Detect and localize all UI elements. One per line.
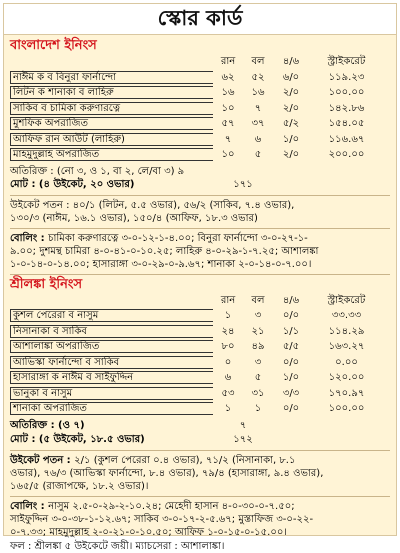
- bowling-label: বোলিং :: [10, 500, 49, 512]
- table-row: [10, 116, 390, 132]
- batsman-name: কুশল পেরেরা ব নাসুম: [10, 309, 213, 322]
- fall-of-wickets-bangladesh: [10, 199, 390, 225]
- strike-rate: ২০০.০০: [328, 149, 365, 160]
- runs: ১০: [221, 149, 235, 160]
- balls: ১: [254, 403, 262, 414]
- bowling-label: বোলিং :: [10, 232, 49, 244]
- divider: [10, 450, 390, 451]
- balls: ২১: [251, 325, 265, 337]
- balls: ৩১: [251, 387, 265, 399]
- divider: [10, 496, 390, 497]
- divider: [10, 274, 390, 275]
- strike-rate: ১৪২.৮৬: [328, 102, 365, 114]
- batsman-name: আভিস্কা ফার্নান্দো ব সাকিব: [10, 356, 213, 369]
- table-row: [10, 386, 390, 402]
- match-result: ফল : শ্রীলঙ্কা ৫ উইকেটে জয়ী। ম্যাচসেরা : আশালাঙ্কা।: [10, 540, 225, 552]
- table-row: [10, 401, 390, 417]
- innings-heading-bangladesh: বাংলাদেশ ইনিংস: [10, 38, 97, 53]
- fours-sixes: ১/১: [282, 325, 300, 337]
- bowling-line: সাইফুদ্দিন ৩-০-৩৮-১-১২.৬৭; সাকিব ৩-০-১৭-২-৫.৬৭; মুস্তাফিজ ৩-০-২২-: [10, 513, 314, 525]
- balls: ৫: [254, 149, 262, 160]
- balls: ৩৭: [251, 118, 265, 129]
- table-row: [10, 70, 390, 86]
- fours-sixes: ০/০: [282, 310, 300, 321]
- total-value: ১৭১: [233, 178, 253, 190]
- bowling-line: ৯.০০; দুশমন্থ চামিরা ৪-০-৪১-০-১০.২৫; লাহিরু ৪-০-২৯-১-৭.২৫; আশালঙ্কা: [10, 245, 319, 257]
- total-label: মোট : (৪ উইকেট, ২০ ওভার): [10, 178, 135, 190]
- extras-bangladesh: অতিরিক্ত : (নো ৩, ও ১, বা ২, লে/বা ৩) ৯: [10, 165, 185, 177]
- extras-srilanka: [10, 419, 390, 433]
- header-balls: বল: [251, 294, 265, 306]
- fours-sixes: ২/০: [282, 149, 300, 160]
- table-row: [10, 147, 390, 163]
- runs: ০: [224, 356, 232, 368]
- fours-sixes: ৫/৫: [282, 341, 300, 352]
- divider: [10, 228, 390, 229]
- balls: ৪৯: [251, 341, 265, 352]
- batsman-name: হাসারাঙ্গা ক নাঈম ব সাইফুদ্দিন: [10, 371, 213, 384]
- balls: ৭: [254, 102, 262, 114]
- batsman-name: লিটন ক শানাকা ব লাহিরু: [10, 86, 213, 99]
- title-bar: [4, 4, 396, 35]
- table-header: [10, 54, 390, 70]
- page-title: স্কোর কার্ড: [157, 5, 243, 30]
- strike-rate: ১১৯.২৩: [328, 71, 365, 83]
- batsman-name: আশালাঙ্কা অপরাজিত: [10, 340, 213, 353]
- header-runs: রান: [220, 56, 236, 67]
- header-runs: রান: [220, 294, 236, 306]
- bowling-line: নাসুম ২.৫-০-২৯-২-১০.২৪; মেহেদী হাসান ৪-০-৩০-০-৭.৫০;: [48, 500, 295, 512]
- runs: ৭: [224, 133, 232, 145]
- score-card: [3, 3, 397, 552]
- bowling-line: ১-০-১৪-০-১৪.০০; হাসারাঙ্গা ৩-০-২৯-০-৯.৬৭; শানাকা ২-০-১৪-০-৭.০০।: [10, 258, 312, 270]
- batsman-name: ভানুকা ব নাসুম: [10, 387, 213, 400]
- header-strike-rate: স্ট্রাইকরেট: [327, 56, 366, 67]
- balls: ৩: [254, 310, 262, 321]
- batsman-name: নিসানাকা ব সাকিব: [10, 325, 213, 338]
- batting-table-srilanka: [10, 293, 390, 417]
- fow-line: ২/১ (কুশল পেরেরা ০.৪ ওভার), ৭১/২ (নিসানাকা, ৮.১: [74, 454, 296, 466]
- balls: ৩: [254, 356, 262, 368]
- runs: ১: [224, 310, 232, 321]
- header-balls: বল: [251, 56, 265, 67]
- total-label: মোট : (৫ উইকেট, ১৮.৫ ওভার): [10, 433, 145, 445]
- header-fours-sixes: ৪/৬: [282, 294, 300, 306]
- runs: ১০: [221, 102, 235, 114]
- strike-rate: ১৬৩.২৭: [328, 341, 365, 352]
- fours-sixes: ১/০: [282, 133, 300, 145]
- fow-line: ১৬৫/৫ (রাজাপক্ষে, ১৮.২ ওভার)।: [10, 480, 149, 492]
- fours-sixes: ২/০: [282, 102, 300, 114]
- table-row: [10, 101, 390, 117]
- runs: ১৬: [221, 87, 235, 98]
- batsman-name: সাকিব ব চামিকা করুণারত্নে: [10, 102, 213, 115]
- table-row: [10, 132, 390, 148]
- table-row: [10, 324, 390, 340]
- fours-sixes: ৬/০: [282, 71, 300, 83]
- balls: ৫: [254, 372, 262, 383]
- batsman-name: মাহমুদুল্লাহ অপরাজিত: [10, 148, 213, 161]
- batsman-name: আফিফ রান আউট (লাহিরু): [10, 133, 213, 146]
- bowling-bangladesh: [10, 232, 390, 271]
- runs: ৬২: [221, 71, 235, 83]
- table-header: [10, 293, 390, 309]
- runs: ৫৭: [221, 118, 235, 129]
- fours-sixes: ০/০: [282, 403, 300, 414]
- total-value: ১৭২: [233, 433, 253, 445]
- runs: ৮০: [221, 341, 235, 352]
- runs: ২৪: [221, 325, 235, 337]
- balls: ৫২: [251, 71, 265, 83]
- runs: ৫৩: [221, 387, 235, 399]
- strike-rate: ১৫৪.০৫: [328, 118, 365, 129]
- total-bangladesh: [10, 178, 390, 192]
- bowling-line: চামিকা করুণারত্নে ৩-০-১২-১-৪.০০; বিনুরা ফার্নান্দো ৩-০-২৭-১-: [48, 232, 308, 244]
- table-row: [10, 85, 390, 101]
- batsman-name: মুশফিক অপরাজিত: [10, 117, 213, 130]
- bowling-line: ০-৭.৩৩; মাহমুদুল্লাহ ২-০-২১-০-১০.৫০; আফিফ ১-০-১৫-০-১৫.০০।: [10, 526, 287, 538]
- table-row: [10, 339, 390, 355]
- strike-rate: ১১৬.৬৭: [328, 133, 365, 145]
- innings-heading-srilanka: শ্রীলঙ্কা ইনিংস: [10, 276, 83, 292]
- strike-rate: ১০০.০০: [328, 87, 365, 98]
- fours-sixes: ১/০: [282, 372, 300, 383]
- batsman-name: নাঈম ক ব বিনুরা ফার্নান্দো: [10, 71, 213, 84]
- fow-label: উইকেট পতন :: [10, 454, 75, 466]
- strike-rate: ১১৪.২৯: [328, 325, 365, 337]
- strike-rate: ০.০০: [335, 356, 358, 368]
- table-row: [10, 308, 390, 324]
- divider: [10, 195, 390, 196]
- strike-rate: ১০০.০০: [328, 403, 365, 414]
- bowling-srilanka: [10, 500, 390, 539]
- balls: ৬: [254, 133, 262, 145]
- header-fours-sixes: ৪/৬: [282, 56, 300, 67]
- fours-sixes: ০/০: [282, 356, 300, 368]
- fours-sixes: ৩/৩: [282, 387, 300, 399]
- extras-label: অতিরিক্ত : (ও ৭): [10, 419, 85, 431]
- table-row: [10, 370, 390, 386]
- strike-rate: ১২০.০০: [328, 372, 365, 383]
- extras-value: ৭: [239, 419, 247, 431]
- fall-of-wickets-srilanka: [10, 454, 390, 493]
- fours-sixes: ২/০: [282, 87, 300, 98]
- table-row: [10, 355, 390, 371]
- fow-line: উইকেট পতন : ৪০/১ (লিটন, ৫.৫ ওভার), ৫৬/২ (সাকিব, ৭.৪ ওভার),: [10, 199, 295, 211]
- runs: ৬: [224, 372, 232, 383]
- balls: ১৬: [251, 87, 265, 98]
- total-srilanka: [10, 433, 390, 447]
- fours-sixes: ৫/২: [282, 118, 300, 129]
- batsman-name: শানাকা অপরাজিত: [10, 402, 213, 415]
- fow-line: ১৩০/৩ (নাঈম, ১৬.১ ওভার), ১৫০/৪ (আফিফ, ১৮.৩ ওভার): [10, 212, 258, 224]
- header-strike-rate: স্ট্রাইকরেট: [327, 294, 366, 306]
- runs: ১: [224, 403, 232, 414]
- strike-rate: ১৭০.৯৭: [328, 387, 365, 399]
- batting-table-bangladesh: [10, 54, 390, 163]
- fow-line: ওভার), ৭৬/৩ (আভিস্কা ফার্নান্দো, ৮.৪ ওভার), ৭৯/৪ (হাসারাঙ্গা, ৯.৪ ওভার),: [10, 467, 324, 479]
- strike-rate: ৩৩.৩৩: [331, 310, 362, 321]
